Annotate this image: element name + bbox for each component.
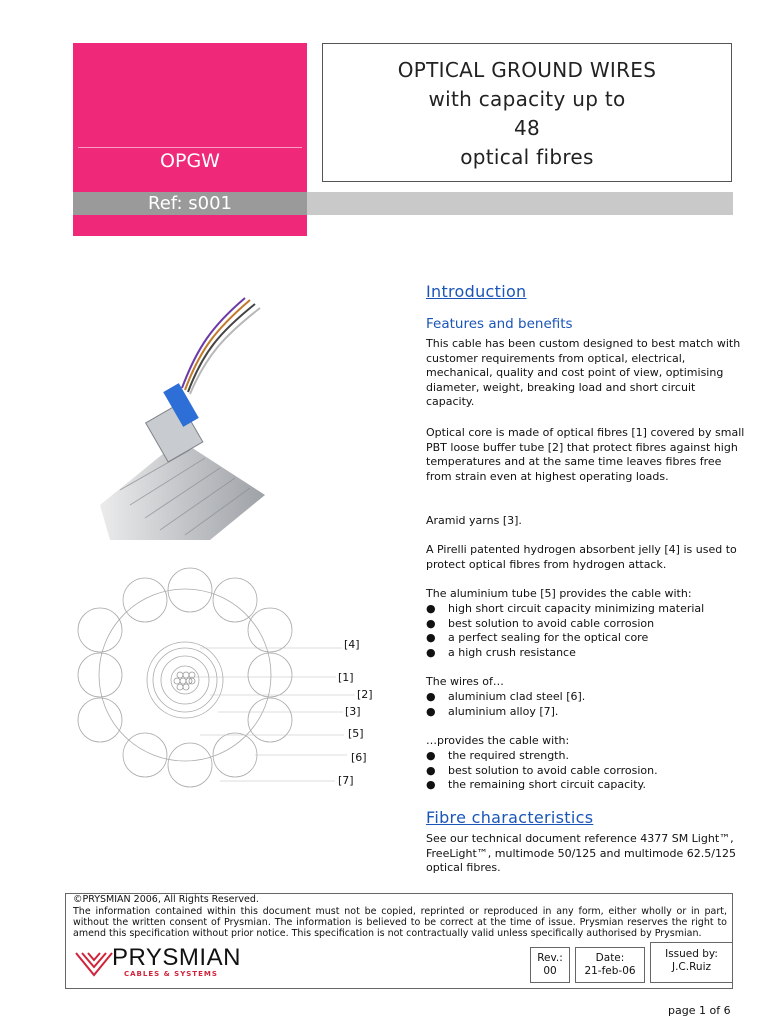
copyright: ©PRYSMIAN 2006, All Rights Reserved.: [73, 894, 259, 905]
diagram-label-1: [1]: [338, 671, 354, 684]
issued-value: J.C.Ruiz: [671, 961, 711, 973]
diagram-label-5: [5]: [348, 727, 364, 740]
features-heading: Features and benefits: [426, 316, 573, 332]
fibre-heading: Fibre characteristics: [426, 808, 594, 827]
legal-notice: The information contained within this document must not be copied, reprinted or reproduced in any form, either wholly or in part, without the written consent of Prysmian. The information is believed to be correct at the time of issue. Prysmian reserves the right to amend this specification without prior notice. This specification is not contractually valid unless specifically authorised by Prysmian.: [73, 906, 727, 940]
cable-cross-section: [50, 555, 370, 815]
document-title: OPTICAL GROUND WIRES with capacity up to 48 optical fibres: [397, 58, 657, 169]
diagram-label-6: [6]: [351, 751, 367, 764]
introduction-heading: Introduction: [426, 282, 527, 301]
reference-code: Ref: s001: [148, 193, 232, 214]
diagram-label-7: [7]: [338, 774, 354, 787]
issued-label: Issued by:: [665, 948, 718, 960]
revision-value: 00: [543, 965, 557, 977]
fibre-paragraph: See our technical document reference 4377 SM Light™, FreeLight™, multimode 50/125 and multimode 62.5/125 optical fibres.: [426, 832, 736, 875]
date-label: Date:: [595, 952, 625, 964]
intro-paragraph-3: Aramid yarns [3].: [426, 514, 522, 527]
issued-cell: [650, 942, 733, 983]
intro-paragraph-7: …provides the cable with:: [426, 734, 570, 747]
diagram-label-2: [2]: [357, 688, 373, 701]
product-code: OPGW: [160, 150, 220, 172]
intro-paragraph-6: The wires of…: [426, 675, 504, 688]
diagram-label-3: [3]: [345, 705, 361, 718]
revision-label: Rev.:: [537, 952, 563, 964]
header-divider: [78, 147, 302, 148]
intro-paragraph-5: The aluminium tube [5] provides the cable with:: [426, 587, 692, 600]
intro-paragraph-2: Optical core is made of optical fibres [1] covered by small PBT loose buffer tube [2] that protect fibres against high temperatures and at the same time leaves fibres free from strain even at highest operating loads.: [426, 426, 745, 483]
cable-illustration: [90, 290, 290, 540]
reference-bar-light: [307, 192, 733, 215]
logo-name: PRYSMIAN: [112, 944, 241, 971]
logo-tagline: CABLES & SYSTEMS: [124, 970, 218, 978]
date-value: 21-feb-06: [584, 965, 636, 977]
page-number: page 1 of 6: [668, 1004, 731, 1017]
date-cell: [575, 947, 645, 983]
diagram-label-4: [4]: [344, 638, 360, 651]
intro-paragraph-1: This cable has been custom designed to best match with customer requirements from optical, electrical, mechanical, quality and cost point of view, optimising diameter, weight, breaking load and short circuit capacity.: [426, 337, 741, 409]
revision-cell: [530, 947, 570, 983]
intro-paragraph-4: A Pirelli patented hydrogen absorbent jelly [4] is used to protect optical fibres from hydrogen attack.: [426, 543, 737, 571]
